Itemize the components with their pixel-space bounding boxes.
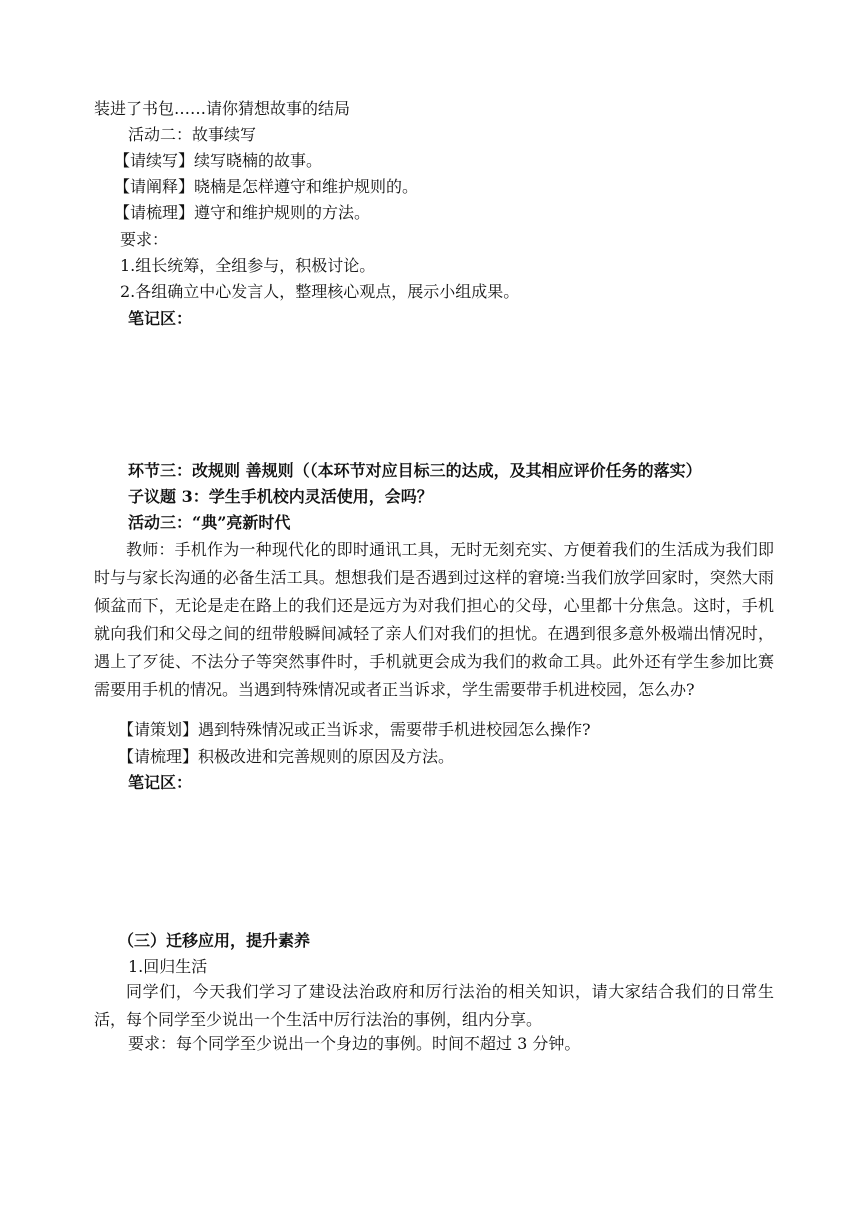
activity-three-heading: 活动三：“典”亮新时代 <box>128 513 291 532</box>
part-three-title: （三）迁移应用，提升素养 <box>118 931 311 950</box>
task-continue-writing: 【请续写】续写晓楠的故事。 <box>114 151 323 170</box>
teacher-paragraph: 教师：手机作为一种现代化的即时通讯工具，无时无刻充实、方便着我们的生活成为我们即时与与家长沟通的必备生活工具。想想我们是否遇到过这样的窘境:当我们放学回家时，突然大雨倾盆而下，无论是走在路上的我们还是远方为对我们担心的父母，心里都十分焦急。这时，手机就向我们和父母之间的纽带般瞬间减轻了亲人们对我们的担忧。在遇到很多意外极端出情况时，遇上了歹徒、不法分子等突然事件时，手机就更会成为我们的救命工具。此外还有学生参加比赛需要用手机的情况。当遇到特殊情况或者正当诉求，学生需要带手机进校园，怎么办? <box>94 540 774 699</box>
task-explain: 【请阐释】晓楠是怎样遵守和维护规则的。 <box>114 177 419 196</box>
notes-area-label-2: 笔记区： <box>128 773 193 792</box>
task-sort-reasons: 【请梳理】积极改进和完善规则的原因及方法。 <box>118 747 455 766</box>
requirement-item-2: 2.各组确立中心发言人，整理核心观点，展示小组成果。 <box>120 282 520 301</box>
task-plan: 【请策划】遇到特殊情况或正当诉求，需要带手机进校园怎么操作? <box>118 720 591 739</box>
requirement-item-1: 1.组长统筹，全组参与，积极讨论。 <box>120 256 376 275</box>
activity-two-heading: 活动二：故事续写 <box>128 125 257 144</box>
task-sort-methods: 【请梳理】遵守和维护规则的方法。 <box>114 203 371 222</box>
requirements-label: 要求： <box>120 230 169 249</box>
item-return-to-life: 1.回归生活 <box>128 957 208 976</box>
notes-area-label-1: 笔记区： <box>128 309 193 328</box>
students-paragraph: 同学们，今天我们学习了建设法治政府和厉行法治的相关知识，请大家结合我们的日常生活，每个同学至少说出一个生活中厉行法治的事例，组内分享。 <box>94 982 774 1029</box>
section-three-title: 环节三：改规则 善规则（（本环节对应目标三的达成，及其相应评价任务的落实） <box>128 461 702 480</box>
sub-topic-three: 子议题 3：学生手机校内灵活使用，会吗？ <box>128 487 433 506</box>
time-requirement: 要求：每个同学至少说出一个身边的事例。时间不超过 3 分钟。 <box>128 1034 581 1053</box>
story-ending-line: 装进了书包……请你猜想故事的结局 <box>94 99 351 118</box>
